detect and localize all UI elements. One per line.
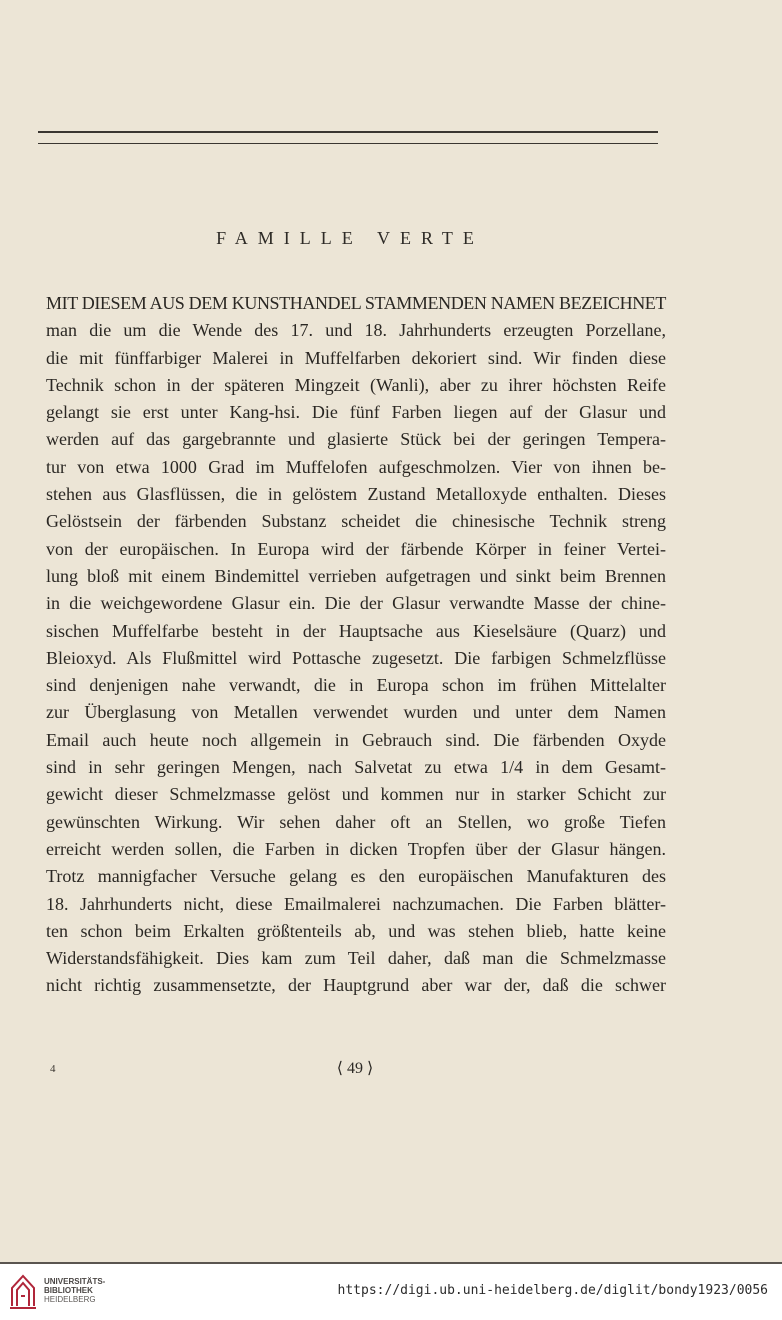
body-text	[46, 290, 666, 1000]
text-line: tur von etwa 1000 Grad im Muffelofen aufgeschmolzen. Vier von ihnen be-	[46, 456, 666, 477]
text-line: Technik schon in der späteren Mingzeit (Wanli), aber zu ihrer höchsten Reife	[46, 374, 666, 395]
text-line: Widerstandsfähigkeit. Dies kam zum Teil daher, daß man die Schmelzmasse	[46, 948, 666, 969]
text-line: lung bloß mit einem Bindemittel verrieben aufgetragen und sinkt beim Brennen	[46, 565, 666, 586]
page-number: ⟨ 49 ⟩	[336, 1060, 374, 1077]
top-rule-thick	[38, 131, 658, 133]
text-line: die mit fünffarbiger Malerei in Muffelfarben dekoriert sind. Wir finden diese	[46, 347, 666, 368]
signature-mark: 4	[50, 1063, 56, 1075]
text-line: MIT DIESEM AUS DEM KUNSTHANDEL STAMMENDEN NAMEN BEZEICHNET	[46, 293, 666, 313]
university-library-logo-icon[interactable]	[8, 1270, 38, 1310]
text-line: Bleioxyd. Als Flußmittel wird Pottasche zugesetzt. Die farbigen Schmelzflüsse	[46, 647, 666, 668]
text-line: gewünschten Wirkung. Wir sehen daher oft an Stellen, wo große Tiefen	[46, 811, 666, 832]
text-line: ten schon beim Erkalten größtenteils ab, und was stehen blieb, hatte keine	[46, 920, 666, 941]
library-line-1: UNIVERSITÄTS-	[44, 1277, 106, 1286]
text-line: sind in sehr geringen Mengen, nach Salvetat zu etwa 1/4 in dem Gesamt-	[46, 757, 666, 778]
text-line: Email auch heute noch allgemein in Gebrauch sind. Die färbenden Oxyde	[46, 729, 666, 750]
text-line: werden auf das gargebrannte und glasierte Stück bei der geringen Tempera-	[46, 429, 666, 450]
text-line: gewicht dieser Schmelzmasse gelöst und kommen nur in starker Schicht zur	[46, 784, 666, 805]
text-line: von der europäischen. In Europa wird der färbende Körper in feiner Vertei-	[46, 538, 666, 559]
library-line-3: HEIDELBERG	[44, 1295, 96, 1304]
text-line: erreicht werden sollen, die Farben in dicken Tropfen über der Glasur hängen.	[46, 838, 666, 859]
text-line: man die um die Wende des 17. und 18. Jahrhunderts erzeugten Porzellane,	[46, 320, 666, 341]
text-line: in die weichgewordene Glasur ein. Die der Glasur verwandte Masse der chine-	[46, 593, 666, 614]
text-line: sind denjenigen nahe verwandt, die in Europa schon im frühen Mittelalter	[46, 675, 666, 696]
text-line: sischen Muffelfarbe besteht in der Hauptsache aus Kieselsäure (Quarz) und	[46, 620, 666, 641]
top-rule-thin	[38, 143, 658, 144]
text-line: 18. Jahrhunderts nicht, diese Emailmalerei nachzumachen. Die Farben blätter-	[46, 893, 666, 914]
text-line: nicht richtig zusammensetzte, der Hauptgrund aber war der, daß die schwer	[46, 975, 666, 996]
chapter-title: FAMILLE VERTE	[216, 228, 484, 248]
library-line-2: BIBLIOTHEK	[44, 1286, 93, 1295]
text-line: Gelöstsein der färbenden Substanz scheidet die chinesische Technik streng	[46, 511, 666, 532]
viewer-footer	[0, 1264, 782, 1320]
text-line: zur Überglasung von Metallen verwendet wurden und unter dem Namen	[46, 702, 666, 723]
library-name[interactable]	[44, 1277, 105, 1304]
source-url-link[interactable]: https://digi.ub.uni-heidelberg.de/diglit/bondy1923/0056	[337, 1283, 768, 1298]
text-line: gelangt sie erst unter Kang-hsi. Die fünf Farben liegen auf der Glasur und	[46, 402, 666, 423]
text-line: Trotz mannigfacher Versuche gelang es den europäischen Manufakturen des	[46, 866, 666, 887]
text-line: stehen aus Glasflüssen, die in gelöstem Zustand Metalloxyde enthalten. Dieses	[46, 484, 666, 505]
